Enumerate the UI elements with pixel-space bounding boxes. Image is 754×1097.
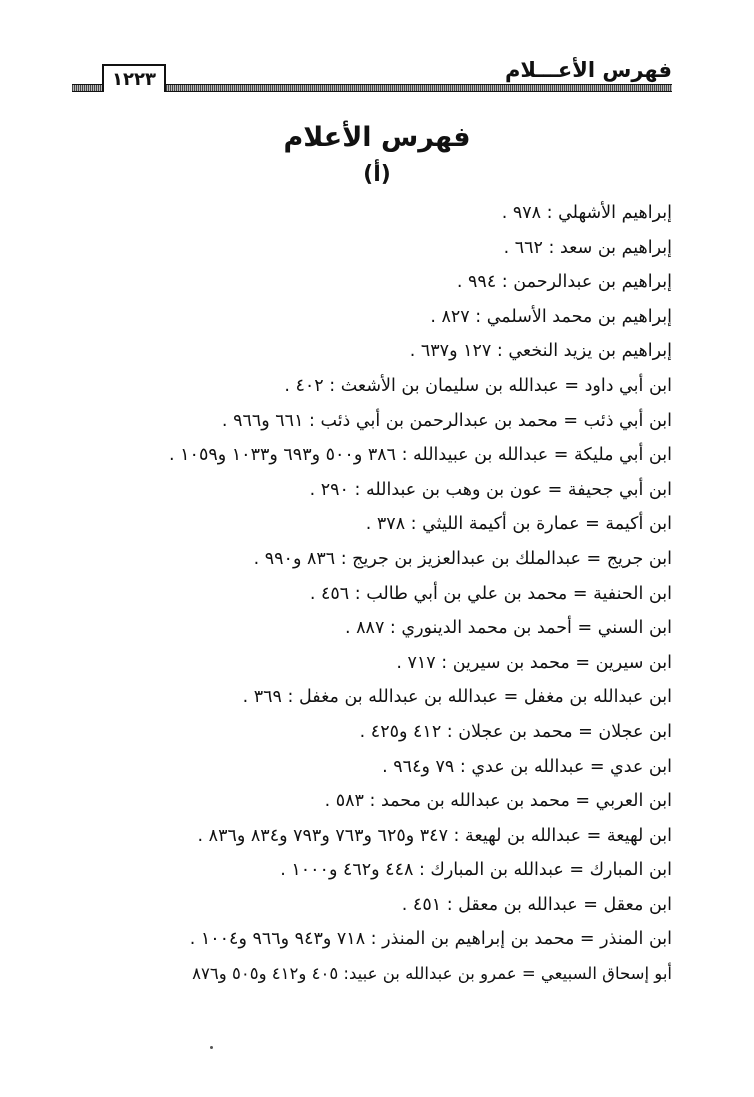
index-entry: ابن لهيعة = عبدالله بن لهيعة : ٣٤٧ و٦٢٥ و٧٦٣ و٧٩٣ و٨٣٤ و٨٣٦ .: [197, 825, 672, 846]
index-entry: إبراهيم بن سعد : ٦٦٢ .: [503, 237, 672, 258]
index-entry: ابن السني = أحمد بن محمد الدينوري : ٨٨٧ .: [345, 618, 672, 639]
index-entry: ابن سيرين = محمد بن سيرين : ٧١٧ .: [396, 652, 672, 673]
index-entry: ابن عجلان = محمد بن عجلان : ٤١٢ و٤٢٥ .: [359, 721, 672, 742]
index-entry: ابن أكيمة = عمارة بن أكيمة الليثي : ٣٧٨ .: [365, 514, 672, 535]
index-entry: إبراهيم بن محمد الأسلمي : ٨٢٧ .: [430, 306, 672, 327]
index-entry: ابن عدي = عبدالله بن عدي : ٧٩ و٩٦٤ .: [382, 756, 672, 777]
index-entry: ابن المبارك = عبدالله بن المبارك : ٤٤٨ و٤٦٢ و١٠٠٠ .: [280, 860, 672, 881]
index-entry: ابن أبي داود = عبدالله بن سليمان بن الأشعث : ٤٠٢ .: [284, 375, 672, 396]
index-entry: ابن أبي جحيفة = عون بن وهب بن عبدالله : ٢٩٠ .: [309, 479, 672, 500]
index-entry: إبراهيم بن يزيد النخعي : ١٢٧ و٦٣٧ .: [409, 341, 672, 362]
index-entry: إبراهيم بن عبدالرحمن : ٩٩٤ .: [456, 272, 672, 293]
running-header-title: فهرس الأعـــلام: [504, 58, 672, 82]
section-letter: (أ): [363, 162, 391, 187]
index-entry: ابن أبي ذئب = محمد بن عبدالرحمن بن أبي ذئب : ٦٦١ و٩٦٦ .: [221, 410, 672, 431]
index-entry: ابن أبي مليكة = عبدالله بن عبيدالله : ٣٨٦ و٥٠٠ و٦٩٣ و١٠٣٣ و١٠٥٩ .: [169, 445, 672, 466]
index-entry-list: [52, 196, 672, 992]
index-entry: ابن المنذر = محمد بن إبراهيم بن المنذر : ٧١٨ و٩٤٣ و٩٦٦ و١٠٠٤ .: [189, 929, 672, 950]
page-number: ١٢٢٣: [102, 64, 166, 92]
index-entry: ابن الحنفية = محمد بن علي بن أبي طالب : ٤٥٦ .: [309, 583, 672, 604]
page-title: فهرس الأعلام: [283, 122, 471, 153]
index-entry: ابن عبدالله بن مغفل = عبدالله بن عبدالله بن مغفل : ٣٦٩ .: [242, 687, 672, 708]
index-entry: ابن العربي = محمد بن عبدالله بن محمد : ٥٨٣ .: [324, 791, 672, 812]
index-entry: إبراهيم الأشهلي : ٩٧٨ .: [501, 203, 672, 223]
scan-speck: [210, 1046, 213, 1049]
index-entry: أبو إسحاق السبيعي = عمرو بن عبدالله بن عبيد: ٤٠٥ و٤١٢ و٥٠٥ و٨٧٦: [192, 964, 672, 984]
running-header: [72, 52, 672, 98]
index-entry: ابن معقل = عبدالله بن معقل : ٤٥١ .: [401, 894, 672, 915]
index-entry: ابن جريج = عبدالملك بن عبدالعزيز بن جريج : ٨٣٦ و٩٩٠ .: [253, 548, 672, 569]
